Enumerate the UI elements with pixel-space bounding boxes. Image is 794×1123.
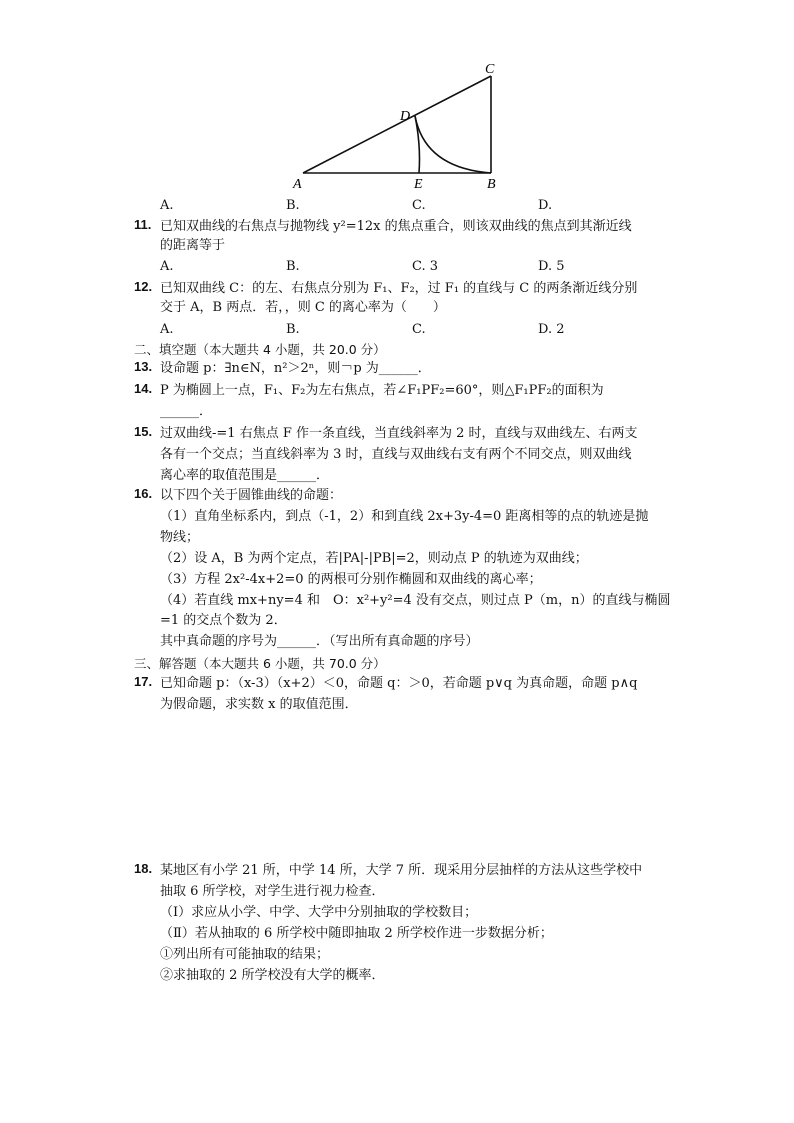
q18-line3: （Ⅰ）求应从小学、中学、大学中分别抽取的学校数目； <box>160 905 478 920</box>
q17-line2: 为假命题，求实数 x 的取值范围． <box>160 697 358 712</box>
q12-number: 12. <box>134 279 153 294</box>
arc-db <box>415 116 491 173</box>
q14-line2: ______． <box>160 404 213 419</box>
q11-option-d: D. 5 <box>538 259 565 274</box>
q18-number: 18. <box>134 861 153 876</box>
q11-option-a: A. <box>160 259 174 274</box>
q12-option-c: C. <box>412 322 426 337</box>
label-d: D <box>400 109 411 124</box>
q12-option-a: A. <box>160 322 174 337</box>
q18-line1: 某地区有小学 21 所，中学 14 所，大学 7 所．现采用分层抽样的方法从这些学校中 <box>160 863 643 878</box>
q18-line4: （Ⅱ）若从抽取的 6 所学校中随即抽取 2 所学校作进一步数据分析； <box>160 926 553 941</box>
q14-number: 14. <box>134 381 153 396</box>
q12-line1: 已知双曲线 C：的左、右焦点分别为 F₁、F₂，过 F₁ 的直线与 C 的两条渐近线分别 <box>160 281 638 296</box>
geometry-figure <box>0 0 794 200</box>
q10-option-a: A. <box>160 198 174 213</box>
q15-line3: 离心率的取值范围是______． <box>160 468 330 483</box>
q16-line8: 其中真命题的序号为______．（写出所有真命题的序号） <box>160 634 479 649</box>
q12-option-d: D. 2 <box>538 322 565 337</box>
section-3-title: 三、解答题（本大题共 6 小题，共 70.0 分） <box>134 656 386 671</box>
q18-line5: ①列出所有可能抽取的结果； <box>160 947 330 962</box>
q16-line4: （2）设 A，B 为两个定点，若|PA|-|PB|=2，则动点 P 的轨迹为双曲线； <box>160 551 588 566</box>
arc-de <box>415 116 420 173</box>
q11-number: 11. <box>134 217 152 232</box>
q17-number: 17. <box>134 674 153 689</box>
q11-line1: 已知双曲线的右焦点与抛物线 y²=12x 的焦点重合，则该双曲线的焦点到其渐近线 <box>160 219 632 234</box>
q16-line1: 以下四个关于圆锥曲线的命题： <box>160 488 343 503</box>
q10-option-c: C. <box>412 198 426 213</box>
q15-number: 15. <box>134 424 153 439</box>
q14-line1: P 为椭圆上一点，F₁、F₂为左右焦点，若∠F₁PF₂=60°，则△F₁PF₂的面积为 <box>160 383 604 398</box>
q10-option-d: D. <box>538 198 553 213</box>
label-e: E <box>414 177 423 192</box>
q13-number: 13. <box>134 359 153 374</box>
q13-line1: 设命题 p：∃n∈N，n²＞2ⁿ，则￢p 为______． <box>160 361 431 376</box>
q15-line2: 各有一个交点；当直线斜率为 3 时，直线与双曲线右支有两个不同交点，则双曲线 <box>160 447 632 462</box>
q15-line1: 过双曲线-=1 右焦点 F 作一条直线，当直线斜率为 2 时，直线与双曲线左、右两支 <box>160 426 638 441</box>
q16-line6: （4）若直线 mx+ny=4 和 O：x²+y²=4 没有交点，则过点 P（m，n）的直线与椭圆 <box>160 593 671 608</box>
segment-ac <box>303 76 491 173</box>
q11-option-c: C. 3 <box>412 259 439 274</box>
q16-number: 16. <box>134 486 153 501</box>
q12-line2: 交于 A，B 两点．若，，则 C 的离心率为（ ） <box>160 300 446 315</box>
q16-line5: （3）方程 2x²-4x+2=0 的两根可分别作椭圆和双曲线的离心率； <box>160 572 542 587</box>
q18-line2: 抽取 6 所学校，对学生进行视力检查． <box>160 884 385 899</box>
label-c: C <box>485 62 495 77</box>
q10-option-b: B. <box>286 198 300 213</box>
q16-line7: =1 的交点个数为 2． <box>160 613 287 628</box>
q12-option-b: B. <box>286 322 300 337</box>
label-b: B <box>487 177 496 192</box>
q16-line3: 物线； <box>160 530 200 545</box>
q18-line6: ②求抽取的 2 所学校没有大学的概率． <box>160 968 385 983</box>
section-2-title: 二、填空题（本大题共 4 小题，共 20.0 分） <box>134 342 386 357</box>
q11-option-b: B. <box>286 259 300 274</box>
q16-line2: （1）直角坐标系内，到点（-1，2）和到直线 2x+3y-4=0 距离相等的点的轨迹是抛 <box>160 509 649 524</box>
q11-line2: 的距离等于 <box>160 238 226 253</box>
label-a: A <box>293 177 302 192</box>
q17-line1: 已知命题 p：（x-3）（x+2）＜0，命题 q：＞0，若命题 p∨q 为真命题，命题 p∧q <box>160 676 638 691</box>
